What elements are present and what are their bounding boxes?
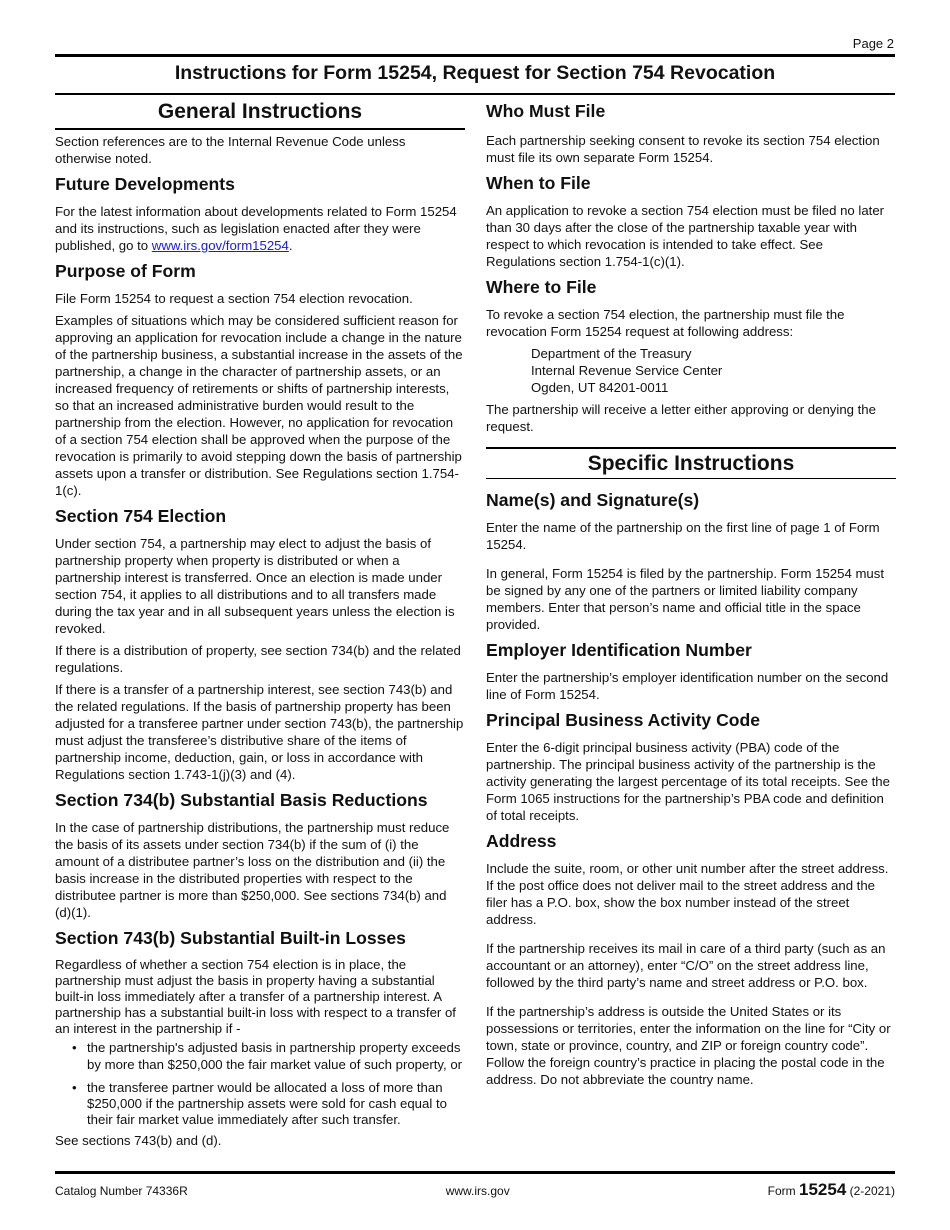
list-item: • the transferee partner would be allocated a loss of more than $250,000 if the partnership assets were sold for cash equal to their fair market value immediately after such transfer. — [72, 1080, 447, 1127]
document-title: Instructions for Form 15254, Request for Section 754 Revocation — [174, 62, 776, 84]
footer-rule — [55, 1171, 895, 1174]
footer-website: www.irs.gov — [445, 1184, 510, 1198]
address-line: Ogden, UT 84201-0011 — [531, 380, 669, 395]
top-rule — [55, 54, 895, 57]
election-text-2: If there is a distribution of property, see section 734(b) and the related regulations. — [55, 643, 461, 675]
address-text-2: If the partnership receives its mail in care of a third party (such as an accountant or an attorney), enter “C/O” on the street address line, followed by the third party’s name and street address or P.O. box. — [486, 941, 886, 990]
where-to-file-heading: Where to File — [486, 277, 597, 297]
ein-heading: Employer Identification Number — [486, 640, 752, 660]
address-line: Department of the Treasury — [531, 346, 692, 361]
form-revision: (2-2021) — [849, 1184, 895, 1198]
pba-heading: Principal Business Activity Code — [486, 710, 761, 730]
names-text-1: Enter the name of the partnership on the first line of page 1 of Form 15254. — [486, 520, 880, 552]
address-text-1: Include the suite, room, or other unit number after the street address. If the post office does not deliver mail to the street address and the filer has a P.O. box, show the box number instead of the street address. — [486, 861, 889, 927]
where-to-file-closing: The partnership will receive a letter either approving or denying the request. — [486, 402, 876, 434]
where-to-file-text: To revoke a section 754 election, the partnership must file the revocation Form 15254 request at following address: — [486, 307, 845, 339]
when-to-file-heading: When to File — [486, 173, 591, 193]
bullet-icon: • — [72, 1040, 77, 1055]
election-heading: Section 754 Election — [55, 506, 227, 526]
ein-text: Enter the partnership’s employer identification number on the second line of Form 15254. — [486, 670, 889, 702]
who-must-file-text: Each partnership seeking consent to revoke its section 754 election must file its own separate Form 15254. — [486, 133, 880, 165]
form-number: 15254 — [799, 1180, 847, 1199]
purpose-text-2: Examples of situations which may be considered sufficient reason for approving an application for revocation include a change in the nature of the partnership business, a substantial increase in the assets of the partnership, a change in the character of partnership assets, or an increased frequency of retirements or shifts of partnership interests, so that an increased administrative burden would result to the partnership from the election. However, no application for revocation of a section 754 election shall be approved when the purpose of the revocation is primarily to avoid stepping down the basis of partnership assets upon a transfer or distribution. See Regulations section 1.754-1(c). — [55, 313, 463, 498]
names-heading: Name(s) and Signature(s) — [486, 490, 700, 510]
built-in-losses-list — [55, 1039, 465, 1128]
address-heading: Address — [486, 831, 557, 851]
list-item: • the partnership's adjusted basis in partnership property exceeds by more than $250,000 the fair market value of such property, or — [72, 1040, 463, 1072]
pba-text: Enter the 6-digit principal business activity (PBA) code of the partnership. The principal business activity of the partnership is the activity generating the largest percentage of its total receipts. See the Form 1065 instructions for the partnership’s PBA code and definition of total receipts. — [486, 740, 890, 823]
built-in-losses-text: Regardless of whether a section 754 election is in place, the partnership must adjust the basis in property having a substantial built-in loss immediately after a transfer of a partnership interest. A partnership has a substantial built-in loss with respect to a transfer of an interest in the partnership if - — [55, 957, 456, 1036]
form15254-link[interactable]: www.irs.gov/form15254 — [151, 238, 289, 253]
who-must-file-heading: Who Must File — [486, 101, 606, 121]
built-in-losses-heading: Section 743(b) Substantial Built-in Losses — [55, 928, 406, 948]
page-number: Page 2 — [852, 36, 894, 51]
address-text-3: If the partnership’s address is outside the United States or its possessions or territories, enter the information on the line for “City or town, state or province, country, and ZIP or foreign country code”. Follow the foreign country’s practice in placing the postal code in the address. Do not abbreviate the country name. — [486, 1004, 891, 1087]
footer — [55, 1180, 895, 1200]
purpose-heading: Purpose of Form — [55, 261, 196, 281]
form-identifier: Form 15254 (2-2021) — [767, 1180, 895, 1199]
bullet-icon: • — [72, 1080, 77, 1095]
mailing-address — [486, 345, 896, 396]
address-line: Internal Revenue Service Center — [531, 363, 723, 378]
basis-reductions-heading: Section 734(b) Substantial Basis Reductions — [55, 790, 428, 810]
names-text-2: In general, Form 15254 is filed by the partnership. Form 15254 must be signed by any one of the partners or limited liability company members. Enter that person’s name and official title in the space provided. — [486, 566, 885, 632]
title-rule — [55, 93, 895, 95]
intro-text: Section references are to the Internal Revenue Code unless otherwise noted. — [55, 134, 406, 166]
purpose-text-1: File Form 15254 to request a section 754 election revocation. — [55, 291, 413, 306]
general-instructions-heading: General Instructions — [55, 96, 465, 130]
election-text-1: Under section 754, a partnership may elect to adjust the basis of partnership property when property is distributed or when a partnership interest is transferred. Once an election is made under section 754, it applies to all distributions and to all transfers made during the tax year and in all subsequent years unless the election is revoked. — [55, 536, 455, 636]
basis-reductions-text: In the case of partnership distributions, the partnership must reduce the basis of its assets under section 734(b) if the sum of (i) the amount of a distributee partner’s loss on the distribution and (ii) the basis increase in the distributed properties with respect to the distributee partner is more than $250,000. See sections 734(b) and (d)(1). — [55, 820, 450, 920]
when-to-file-text: An application to revoke a section 754 election must be filed no later than 30 days after the close of the partnership taxable year with respect to which revocation is intended to take effect. See Regulations section 1.754-1(c)(1). — [486, 203, 885, 269]
specific-instructions-heading: Specific Instructions — [486, 447, 896, 479]
built-in-losses-closing: See sections 743(b) and (d). — [55, 1133, 222, 1148]
right-column — [486, 96, 896, 1093]
election-text-3: If there is a transfer of a partnership interest, see section 743(b) and the related regulations. If the basis of partnership property has been adjusted for a transferee partner under section 743(b), the partnership must adjust the transferee’s distributive share of the items of partnership income, deduction, gain, or loss in accordance with Regulations section 1.743-1(j)(3) and (4). — [55, 682, 464, 782]
future-developments-text: For the latest information about developments related to Form 15254 and its instructions, such as legislation enacted after they were published, go to www.irs.gov/form15254. — [55, 204, 457, 253]
left-column — [55, 96, 465, 1154]
catalog-number: Catalog Number 74336R — [55, 1184, 188, 1198]
future-developments-heading: Future Developments — [55, 174, 235, 194]
